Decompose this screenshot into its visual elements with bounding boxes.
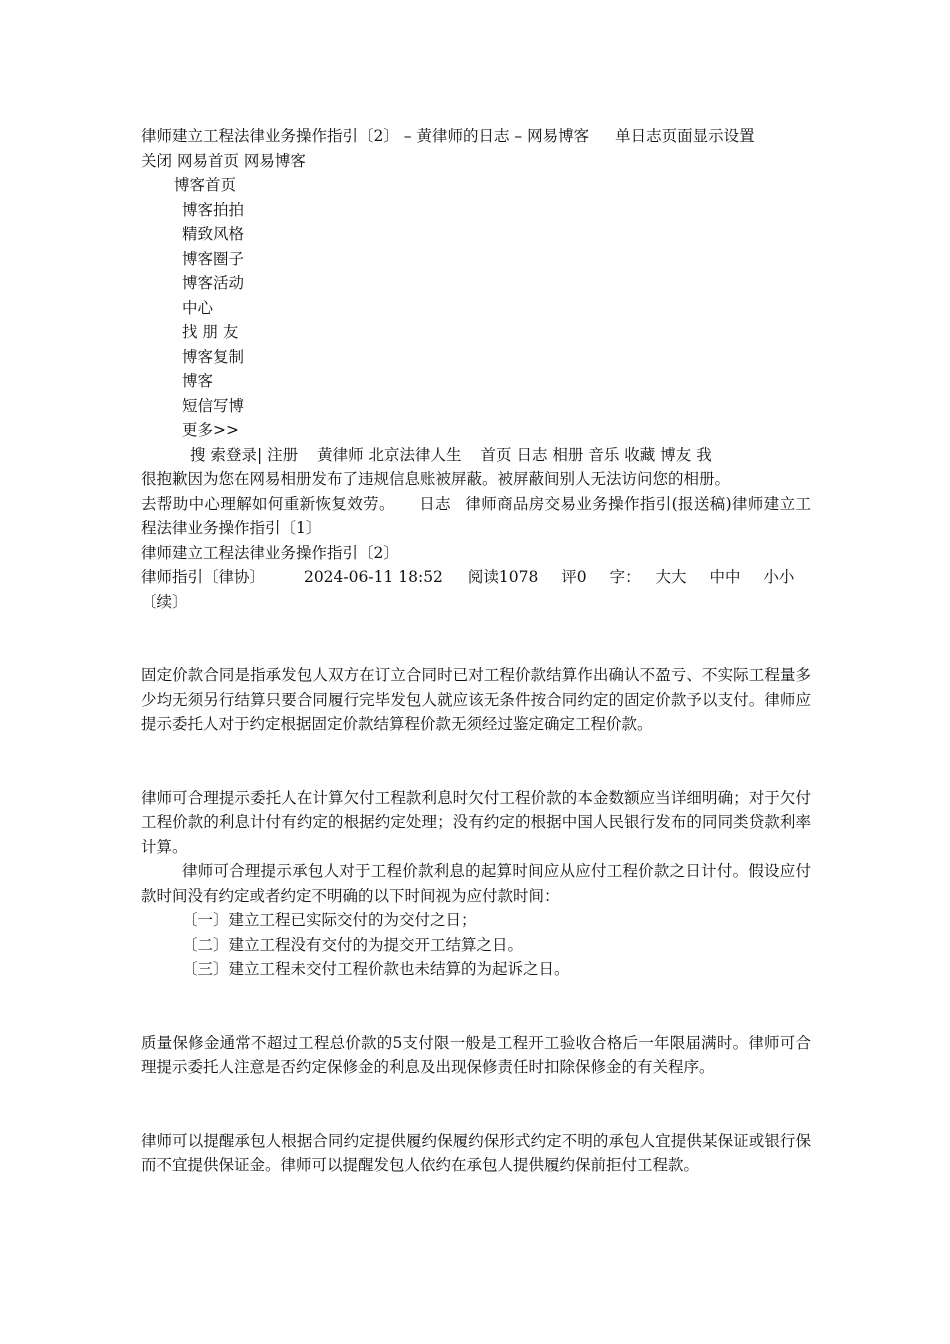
nav-album[interactable]: 相册 [552,445,584,464]
separator: | [256,445,263,464]
notice-help-line [141,492,811,541]
blog-name-link[interactable]: 北京法律人生 [368,445,462,464]
netease-blog-link[interactable]: 网易博客 [243,151,306,170]
menu-item[interactable]: 精致风格 [182,225,245,243]
article-meta [141,565,811,590]
login-link[interactable]: 登录 [225,445,257,464]
next-post-link[interactable]: 律师建立工程法律业务操作指引〔1〕 [141,494,811,537]
nav-diary[interactable]: 日志 [516,445,548,464]
list-item: 〔二〕建立工程没有交付的为提交开工结算之日。 [182,935,524,954]
list-item: 〔一〕建立工程已实际交付的为交付之日； [182,911,477,929]
header-line [141,124,811,149]
comment-count[interactable]: 评0 [561,568,587,586]
post-date: 2024-06-11 18:52 [303,568,443,586]
paragraph: 律师可合理提示承包人对于工程价款利息的起算时间应从应付工程价款之日计付。假设应付款时间没有约定或者约定不明确的以下时间视为应付款时间： [141,862,811,905]
font-small-button[interactable]: 小小 [763,568,795,586]
menu-item[interactable]: 短信写博 [182,396,245,415]
nav-music[interactable]: 音乐 [588,445,620,464]
album-blocked-notice: 很抱歉因为您在网易相册发布了违规信息账被屏蔽。被屏蔽间别人无法访问您的相册。 [141,470,731,488]
menu-item[interactable]: 找 朋 友 [182,323,239,341]
document-page [141,0,811,1178]
register-link[interactable]: 注册 [267,445,299,464]
paragraph: 律师可合理提示委托人在计算欠付工程款利息时欠付工程价款的本金数额应当详细明确；对于欠付工程价款的利息计付有约定的根据约定处理；没有约定的根据中国人民银行发布的同同类贷款利率计算。 [141,788,811,856]
menu-item[interactable]: 博客活动 [182,274,245,292]
nav-friends[interactable]: 博友 [660,445,692,464]
menu-item[interactable]: 中心 [182,298,214,317]
nav-favorites[interactable]: 收藏 [624,445,656,464]
display-settings-link[interactable]: 单日志页面显示设置 [615,127,755,145]
prev-post-link[interactable]: 律师商品房交易业务操作指引(报送稿) [464,494,732,513]
article-title: 律师建立工程法律业务操作指引〔2〕 [141,543,399,562]
continued-label: 〔续〕 [141,592,188,611]
netease-home-link[interactable]: 网易首页 [176,151,239,170]
close-link[interactable]: 关闭 [141,151,173,170]
page-title: 律师建立工程法律业务操作指引〔2〕 – 黄律师的日志 – 网易博客 [141,127,590,145]
font-medium-button[interactable]: 中中 [709,568,741,586]
paragraph: 固定价款合同是指承发包人双方在订立合同时已对工程价款结算作出确认不盈亏、不实际工程量多少均无须另行结算只要合同履行完毕发包人就应该无条件按合同约定的固定价款予以支付。律师应提示委托人对于约定根据固定价款结算程价款无须经过鉴定确定工程价款。 [141,666,811,733]
read-count: 阅读1078 [467,568,539,586]
user-bar [141,443,811,468]
menu-item[interactable]: 博客 [182,372,214,390]
more-link[interactable]: 更多>> [182,421,239,439]
blogger-name-link[interactable]: 黄律师 [317,445,364,464]
paragraph: 律师可以提醒承包人根据合同约定提供履约保履约保形式约定不明的承包人宜提供某保证或银行保而不宜提供保证金。律师可以提醒发包人依约在承包人提供履约保前拒付工程款。 [141,1131,811,1174]
blog-home-link[interactable]: 博客首页 [174,176,237,194]
menu-item[interactable]: 博客拍拍 [182,200,245,219]
help-center-link[interactable]: 去帮助中心理解如何重新恢复效劳。 [141,494,395,513]
menu-item[interactable]: 博客复制 [182,347,245,366]
paragraph: 质量保修金通常不超过工程总价款的5支付限一般是工程开工验收合格后一年限届满时。律师可合理提示委托人注意是否约定保修金的利息及出现保修责任时扣除保修金的有关程序。 [141,1033,811,1076]
category-link[interactable]: 律师指引〔律协〕 [141,568,266,586]
menu-item[interactable]: 博客圈子 [182,249,245,268]
nav-me[interactable]: 我 [696,445,712,464]
list-item: 〔三〕建立工程未交付工程价款也未结算的为起诉之日。 [182,960,570,978]
diary-link[interactable]: 日志 [418,494,451,513]
header-links [141,149,811,174]
font-size-label: 字： [609,568,641,586]
search-button[interactable]: 搜 索 [190,445,226,464]
font-large-button[interactable]: 大大 [655,568,687,586]
nav-home[interactable]: 首页 [480,445,512,464]
